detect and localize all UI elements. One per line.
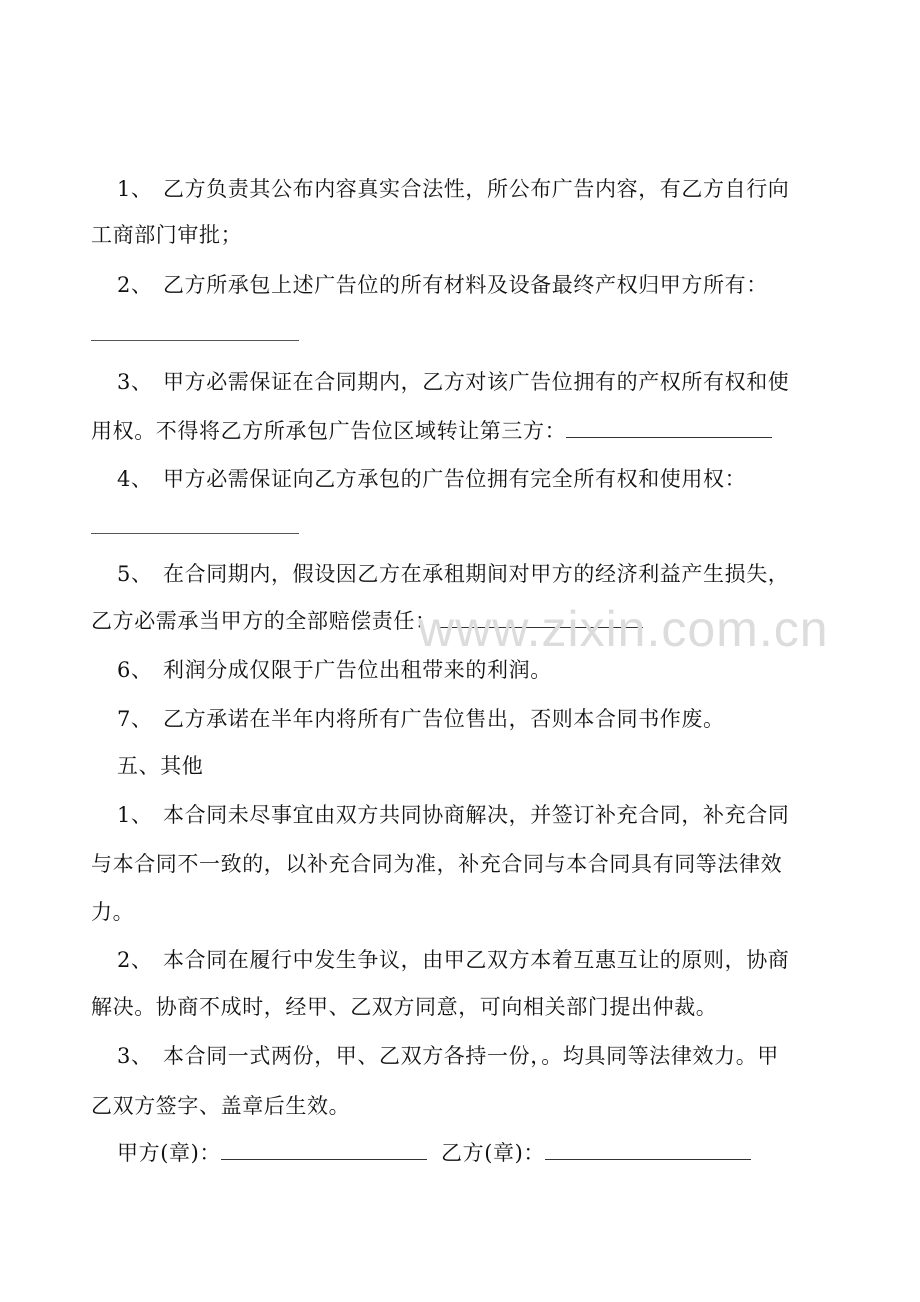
other-clause-1-line-3: 力。 (91, 900, 135, 924)
signature-line (117, 1139, 751, 1167)
party-b-label: 乙方(章)： (441, 1141, 545, 1165)
fill-in-blank (566, 417, 772, 438)
clause-7-line-1: 7、 乙方承诺在半年内将所有广告位售出，否则本合同书作废。 (117, 707, 725, 731)
clause-3-line-2: 用权。不得将乙方所承包广告位区域转让第三方： (91, 417, 772, 445)
party-a-label: 甲方(章)： (117, 1141, 221, 1165)
watermark: www.zixin.com.cn (418, 601, 829, 657)
clause-1-line-2: 工商部门审批； (91, 223, 243, 247)
other-clause-3-line-1: 3、 本合同一式两份，甲、乙双方各持一份，。均具同等法律效力。甲 (117, 1044, 779, 1068)
fill-in-blank (437, 607, 643, 628)
other-clause-2-line-1: 2、 本合同在履行中发生争议，由甲乙双方本着互惠互让的原则，协商 (117, 948, 790, 972)
clause-1-line-1: 1、 乙方负责其公布内容真实合法性，所公布广告内容，有乙方自行向 (117, 177, 790, 201)
clause-5-line-2: 乙方必需承当甲方的全部赔偿责任： (91, 607, 643, 635)
clause-6-line-1: 6、 利润分成仅限于广告位出租带来的利润。 (117, 658, 552, 682)
other-clause-2-line-2: 解决。协商不成时，经甲、乙双方同意，可向相关部门提出仲裁。 (91, 995, 718, 1019)
other-clause-3-line-2: 乙双方签字、盖章后生效。 (91, 1094, 351, 1118)
section-heading: 五、其他 (117, 754, 204, 778)
fill-in-blank (91, 533, 299, 534)
clause-5-line-1: 5、 在合同期内，假设因乙方在承租期间对甲方的经济利益产生损失， (117, 562, 790, 586)
clause-4-line-1: 4、 甲方必需保证向乙方承包的广告位拥有完全所有权和使用权： (117, 467, 747, 491)
clause-2-line-1: 2、 乙方所承包上述广告位的所有材料及设备最终产权归甲方所有： (117, 273, 768, 297)
other-clause-1-line-2: 与本合同不一致的，以补充合同为准，补充合同与本合同具有同等法律效 (91, 852, 783, 876)
other-clause-1-line-1: 1、 本合同未尽事宜由双方共同协商解决，并签订补充合同，补充合同 (117, 803, 790, 827)
clause-3-line-1: 3、 甲方必需保证在合同期内，乙方对该广告位拥有的产权所有权和使 (117, 370, 790, 394)
fill-in-blank (91, 340, 299, 341)
party-a-signature-field (221, 1139, 427, 1160)
party-b-signature-field (545, 1139, 751, 1160)
